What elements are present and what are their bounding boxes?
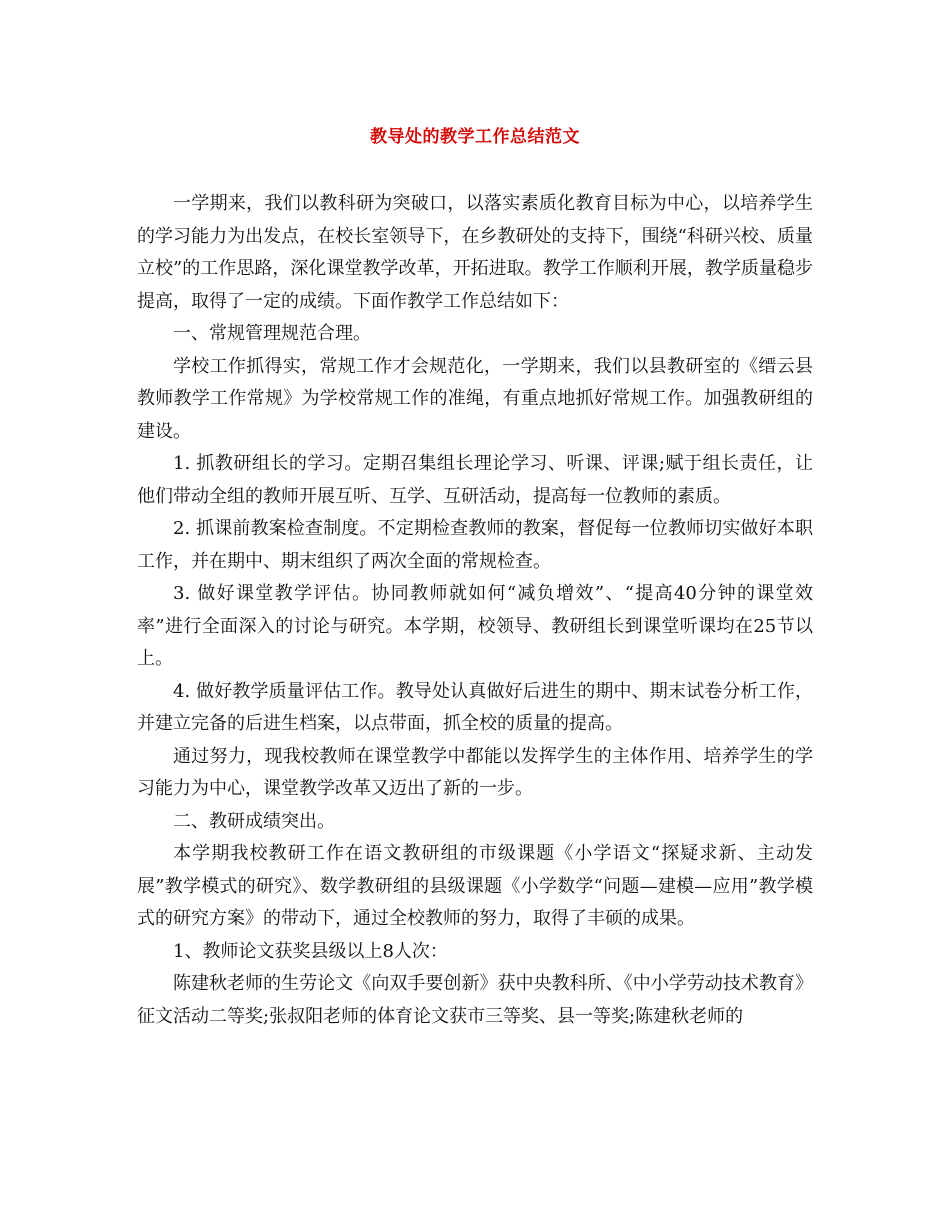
document-title: 教导处的教学工作总结范文 <box>370 127 580 147</box>
list-item-2: 2. 抓课前教案检查制度。不定期检查教师的教案，督促每一位教师切实做好本职工作，并在期中、期末组织了两次全面的常规检查。 <box>137 518 813 572</box>
sub-heading-1: 1、教师论文获奖县级以上8人次： <box>173 940 448 962</box>
paragraph: 学校工作抓得实，常规工作才会规范化，一学期来，我们以县教研室的《缙云县教师教学工作常规》为学校常规工作的准绳，有重点地抓好常规工作。加强教研组的建设。 <box>137 355 813 442</box>
list-item-3: 3. 做好课堂教学评估。协同教师就如何“减负增效”、“提高40分钟的课堂效率”进行全面深入的讨论与研究。本学期，校领导、教研组长到课堂听课均在25节以上。 <box>137 583 813 669</box>
paragraph-intro: 一学期来，我们以教科研为突破口，以落实素质化教育目标为中心，以培养学生的学习能力为出发点，在校长室领导下，在乡教研处的支持下，围绕“科研兴校、质量立校”的工作思路，深化课堂教学改革，开拓进取。教学工作顺利开展，教学质量稳步提高，取得了一定的成绩。下面作教学工作总结如下： <box>137 193 813 312</box>
list-item-1: 1. 抓教研组长的学习。定期召集组长理论学习、听课、评课;赋于组长责任，让他们带动全组的教师开展互听、互学、互研活动，提高每一位教师的素质。 <box>137 453 813 507</box>
section-heading-1: 一、常规管理规范合理。 <box>173 323 371 344</box>
list-item-4: 4. 做好教学质量评估工作。教导处认真做好后进生的期中、期末试卷分析工作，并建立完备的后进生档案，以点带面，抓全校的质量的提高。 <box>137 680 813 734</box>
document-body <box>137 188 813 1033</box>
paragraph: 陈建秋老师的生劳论文《向双手要创新》获中央教科所、《中小学劳动技术教育》征文活动二等奖;张叔阳老师的体育论文获市三等奖、县一等奖;陈建秋老师的 <box>137 973 813 1027</box>
section-heading-2: 二、教研成绩突出。 <box>173 810 335 832</box>
paragraph: 本学期我校教研工作在语文教研组的市级课题《小学语文“探疑求新、主动发展”教学模式的研究》、数学教研组的县级课题《小学数学“问题—建模—应用”教学模式的研究方案》的带动下，通过全校教师的努力，取得了丰硕的成果。 <box>137 843 813 929</box>
paragraph: 通过努力，现我校教师在课堂教学中都能以发挥学生的主体作用、培养学生的学习能力为中心，课堂教学改革又迈出了新的一步。 <box>137 745 813 799</box>
